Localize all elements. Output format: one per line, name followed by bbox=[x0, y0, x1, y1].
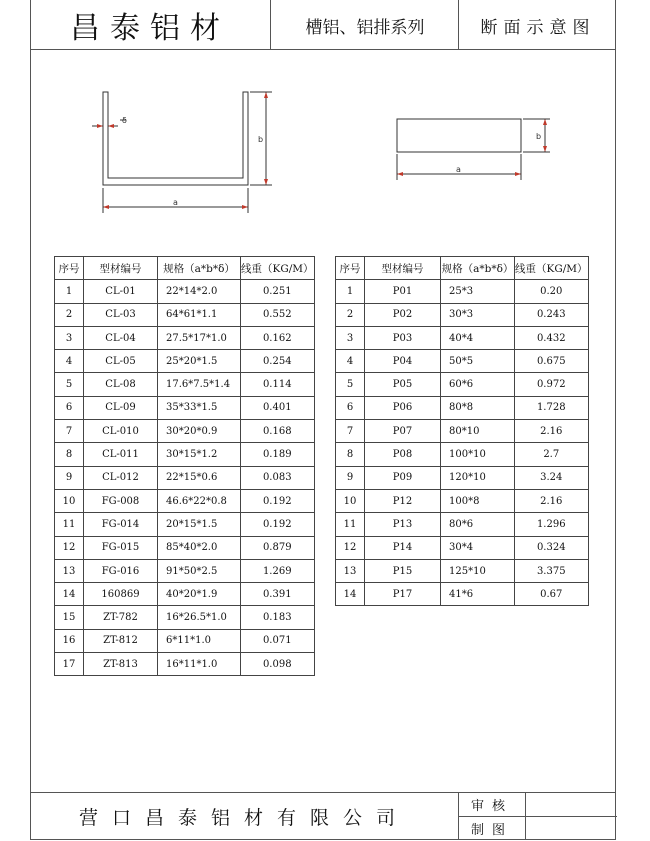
profile-code: ZT-813 bbox=[84, 653, 158, 676]
channel-delta-label: δ bbox=[122, 116, 127, 125]
profile-code: FG-015 bbox=[84, 536, 158, 559]
row-index: 13 bbox=[336, 559, 365, 582]
table-row bbox=[336, 303, 589, 326]
profile-code: FG-014 bbox=[84, 513, 158, 536]
review-row bbox=[459, 793, 617, 817]
title-block bbox=[30, 0, 616, 50]
profile-code: FG-016 bbox=[84, 559, 158, 582]
weight-cell: 0.675 bbox=[515, 350, 589, 373]
spec-cell: 120*10 bbox=[441, 466, 515, 489]
spec-cell: 80*10 bbox=[441, 420, 515, 443]
weight-cell: 0.071 bbox=[241, 629, 315, 652]
row-index: 8 bbox=[55, 443, 84, 466]
table-row bbox=[55, 420, 315, 443]
spec-cell: 25*20*1.5 bbox=[158, 350, 241, 373]
draw-row bbox=[459, 817, 617, 840]
weight-cell: 0.189 bbox=[241, 443, 315, 466]
table-row bbox=[336, 420, 589, 443]
table-row bbox=[336, 326, 589, 349]
table-row bbox=[336, 536, 589, 559]
profile-code: P15 bbox=[365, 559, 441, 582]
row-index: 7 bbox=[336, 420, 365, 443]
spec-cell: 60*6 bbox=[441, 373, 515, 396]
sign-off-grid bbox=[458, 793, 617, 840]
profile-code: CL-01 bbox=[84, 280, 158, 303]
weight-cell: 1.296 bbox=[515, 513, 589, 536]
weight-cell: 3.375 bbox=[515, 559, 589, 582]
profile-code: CL-09 bbox=[84, 396, 158, 419]
row-index: 11 bbox=[336, 513, 365, 536]
weight-cell: 0.324 bbox=[515, 536, 589, 559]
header-spec: 规格（a*b*δ） bbox=[158, 257, 241, 280]
company-name: 营口昌泰铝材有限公司 bbox=[78, 807, 409, 829]
table-row bbox=[55, 513, 315, 536]
row-index: 5 bbox=[336, 373, 365, 396]
table-row bbox=[55, 606, 315, 629]
table-row bbox=[336, 280, 589, 303]
spec-cell: 16*11*1.0 bbox=[158, 653, 241, 676]
weight-cell: 0.432 bbox=[515, 326, 589, 349]
table-row bbox=[336, 513, 589, 536]
profile-code: P08 bbox=[365, 443, 441, 466]
spec-cell: 64*61*1.1 bbox=[158, 303, 241, 326]
table-row bbox=[55, 396, 315, 419]
table-row bbox=[336, 489, 589, 512]
table-row bbox=[336, 443, 589, 466]
series-title: 槽铝、铝排系列 bbox=[270, 0, 459, 50]
header-weight: 线重（KG/M） bbox=[515, 257, 589, 280]
row-index: 11 bbox=[55, 513, 84, 536]
row-index: 4 bbox=[55, 350, 84, 373]
profile-code: P12 bbox=[365, 489, 441, 512]
row-index: 12 bbox=[336, 536, 365, 559]
table-row bbox=[336, 373, 589, 396]
table-row bbox=[55, 326, 315, 349]
header-profile-code: 型材编号 bbox=[365, 257, 441, 280]
profile-code: ZT-782 bbox=[84, 606, 158, 629]
weight-cell: 2.16 bbox=[515, 420, 589, 443]
row-index: 12 bbox=[55, 536, 84, 559]
spec-cell: 50*5 bbox=[441, 350, 515, 373]
table-row bbox=[55, 629, 315, 652]
flat-bar-spec-table bbox=[335, 256, 589, 606]
table-row bbox=[336, 396, 589, 419]
spec-cell: 16*26.5*1.0 bbox=[158, 606, 241, 629]
drawing-type-title: 断面示意图 bbox=[458, 0, 617, 50]
table-row bbox=[336, 559, 589, 582]
header-profile-code: 型材编号 bbox=[84, 257, 158, 280]
spec-cell: 85*40*2.0 bbox=[158, 536, 241, 559]
profile-code: P07 bbox=[365, 420, 441, 443]
profile-code: CL-011 bbox=[84, 443, 158, 466]
profile-code: P04 bbox=[365, 350, 441, 373]
table-row bbox=[55, 280, 315, 303]
footer-block bbox=[30, 792, 616, 840]
weight-cell: 0.192 bbox=[241, 489, 315, 512]
weight-cell: 0.168 bbox=[241, 420, 315, 443]
profile-code: CL-05 bbox=[84, 350, 158, 373]
spec-cell: 80*6 bbox=[441, 513, 515, 536]
spec-cell: 40*4 bbox=[441, 326, 515, 349]
spec-cell: 30*4 bbox=[441, 536, 515, 559]
table-row bbox=[55, 583, 315, 606]
weight-cell: 0.098 bbox=[241, 653, 315, 676]
row-index: 13 bbox=[55, 559, 84, 582]
table-row bbox=[55, 350, 315, 373]
row-index: 8 bbox=[336, 443, 365, 466]
weight-cell: 0.192 bbox=[241, 513, 315, 536]
weight-cell: 0.162 bbox=[241, 326, 315, 349]
flat-bar-diagram bbox=[390, 112, 560, 184]
profile-code: P14 bbox=[365, 536, 441, 559]
spec-cell: 35*33*1.5 bbox=[158, 396, 241, 419]
spec-cell: 100*8 bbox=[441, 489, 515, 512]
profile-code: P02 bbox=[365, 303, 441, 326]
row-index: 1 bbox=[55, 280, 84, 303]
company-title: 昌泰铝材 bbox=[70, 11, 230, 46]
channel-spec-table bbox=[54, 256, 315, 676]
profile-code: 160869 bbox=[84, 583, 158, 606]
row-index: 9 bbox=[336, 466, 365, 489]
row-index: 6 bbox=[336, 396, 365, 419]
profile-code: CL-010 bbox=[84, 420, 158, 443]
spec-cell: 91*50*2.5 bbox=[158, 559, 241, 582]
spec-cell: 22*15*0.6 bbox=[158, 466, 241, 489]
spec-cell: 46.6*22*0.8 bbox=[158, 489, 241, 512]
channel-a-label: a bbox=[173, 198, 178, 207]
weight-cell: 3.24 bbox=[515, 466, 589, 489]
weight-cell: 2.7 bbox=[515, 443, 589, 466]
weight-cell: 1.269 bbox=[241, 559, 315, 582]
profile-code: P06 bbox=[365, 396, 441, 419]
profile-code: P13 bbox=[365, 513, 441, 536]
spec-cell: 30*20*0.9 bbox=[158, 420, 241, 443]
header-index: 序号 bbox=[55, 257, 84, 280]
profile-code: P09 bbox=[365, 466, 441, 489]
table-row bbox=[336, 583, 589, 606]
spec-cell: 22*14*2.0 bbox=[158, 280, 241, 303]
row-index: 6 bbox=[55, 396, 84, 419]
spec-cell: 6*11*1.0 bbox=[158, 629, 241, 652]
spec-cell: 25*3 bbox=[441, 280, 515, 303]
profile-code: P01 bbox=[365, 280, 441, 303]
profile-code: CL-012 bbox=[84, 466, 158, 489]
table-header-row bbox=[336, 257, 589, 280]
row-index: 7 bbox=[55, 420, 84, 443]
row-index: 4 bbox=[336, 350, 365, 373]
weight-cell: 0.67 bbox=[515, 583, 589, 606]
table-row bbox=[55, 466, 315, 489]
row-index: 10 bbox=[336, 489, 365, 512]
channel-profile-diagram bbox=[80, 85, 280, 215]
profile-code: CL-03 bbox=[84, 303, 158, 326]
row-index: 3 bbox=[336, 326, 365, 349]
spec-cell: 27.5*17*1.0 bbox=[158, 326, 241, 349]
profile-code: P05 bbox=[365, 373, 441, 396]
header-weight: 线重（KG/M） bbox=[241, 257, 315, 280]
row-index: 10 bbox=[55, 489, 84, 512]
draw-label: 制图 bbox=[459, 817, 526, 840]
profile-code: ZT-812 bbox=[84, 629, 158, 652]
flat-bar-b-label: b bbox=[536, 132, 542, 141]
profile-code: CL-04 bbox=[84, 326, 158, 349]
profile-code: FG-008 bbox=[84, 489, 158, 512]
row-index: 16 bbox=[55, 629, 84, 652]
weight-cell: 0.114 bbox=[241, 373, 315, 396]
row-index: 9 bbox=[55, 466, 84, 489]
table-row bbox=[55, 303, 315, 326]
header-spec: 规格（a*b*δ） bbox=[441, 257, 515, 280]
row-index: 2 bbox=[55, 303, 84, 326]
weight-cell: 0.552 bbox=[241, 303, 315, 326]
spec-cell: 30*15*1.2 bbox=[158, 443, 241, 466]
weight-cell: 0.20 bbox=[515, 280, 589, 303]
header-index: 序号 bbox=[336, 257, 365, 280]
table-row bbox=[336, 350, 589, 373]
spec-cell: 80*8 bbox=[441, 396, 515, 419]
draw-signature-field bbox=[526, 817, 617, 840]
row-index: 15 bbox=[55, 606, 84, 629]
spec-cell: 17.6*7.5*1.4 bbox=[158, 373, 241, 396]
row-index: 14 bbox=[336, 583, 365, 606]
weight-cell: 2.16 bbox=[515, 489, 589, 512]
spec-cell: 40*20*1.9 bbox=[158, 583, 241, 606]
spec-cell: 30*3 bbox=[441, 303, 515, 326]
spec-cell: 41*6 bbox=[441, 583, 515, 606]
weight-cell: 0.972 bbox=[515, 373, 589, 396]
weight-cell: 0.401 bbox=[241, 396, 315, 419]
spec-cell: 20*15*1.5 bbox=[158, 513, 241, 536]
flat-bar-a-label: a bbox=[456, 165, 461, 174]
table-row bbox=[55, 443, 315, 466]
channel-b-label: b bbox=[258, 135, 264, 144]
row-index: 2 bbox=[336, 303, 365, 326]
table-row bbox=[55, 373, 315, 396]
table-row bbox=[55, 653, 315, 676]
weight-cell: 0.391 bbox=[241, 583, 315, 606]
row-index: 14 bbox=[55, 583, 84, 606]
spec-cell: 125*10 bbox=[441, 559, 515, 582]
weight-cell: 0.879 bbox=[241, 536, 315, 559]
profile-code: P03 bbox=[365, 326, 441, 349]
table-row bbox=[55, 559, 315, 582]
table-row bbox=[55, 536, 315, 559]
review-label: 审核 bbox=[459, 793, 526, 816]
review-signature-field bbox=[526, 793, 617, 816]
weight-cell: 0.083 bbox=[241, 466, 315, 489]
table-header-row bbox=[55, 257, 315, 280]
weight-cell: 0.183 bbox=[241, 606, 315, 629]
row-index: 3 bbox=[55, 326, 84, 349]
table-row bbox=[336, 466, 589, 489]
weight-cell: 0.251 bbox=[241, 280, 315, 303]
row-index: 5 bbox=[55, 373, 84, 396]
weight-cell: 1.728 bbox=[515, 396, 589, 419]
table-row bbox=[55, 489, 315, 512]
row-index: 1 bbox=[336, 280, 365, 303]
profile-code: P17 bbox=[365, 583, 441, 606]
profile-code: CL-08 bbox=[84, 373, 158, 396]
weight-cell: 0.243 bbox=[515, 303, 589, 326]
row-index: 17 bbox=[55, 653, 84, 676]
weight-cell: 0.254 bbox=[241, 350, 315, 373]
spec-cell: 100*10 bbox=[441, 443, 515, 466]
